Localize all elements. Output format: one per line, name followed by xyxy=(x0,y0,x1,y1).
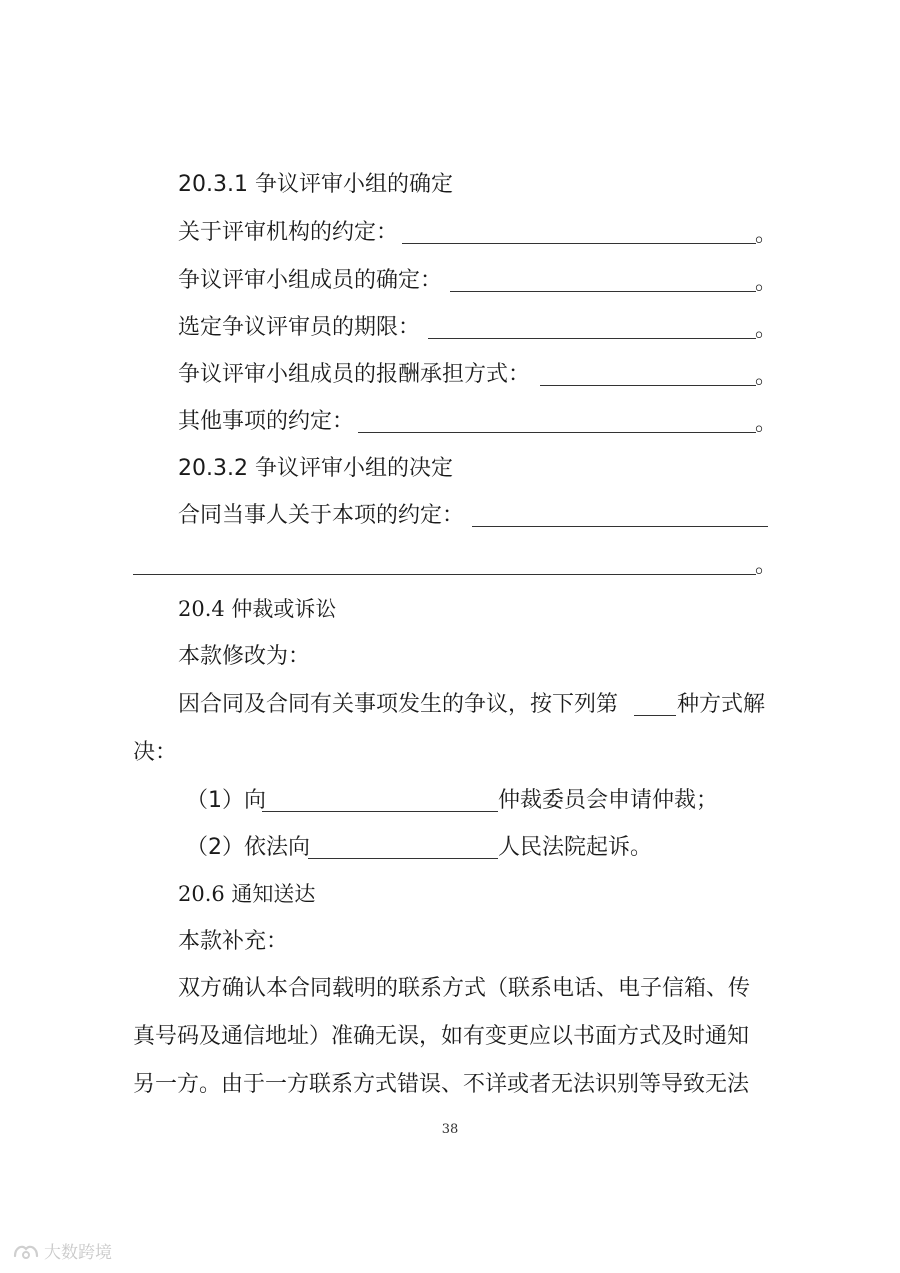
supplement-label: 本款补充： xyxy=(178,929,289,954)
parties-agreement-blank-2[interactable] xyxy=(133,574,756,575)
notice-paragraph-line-3: 另一方。由于一方联系方式错误、不详或者无法识别等导致无法 xyxy=(133,1072,750,1097)
dispute-resolution-continued: 决： xyxy=(133,740,178,765)
period: 。 xyxy=(755,411,778,436)
remuneration-label: 争议评审小组成员的报酬承担方式： xyxy=(178,362,531,387)
heading-20-3-1: 20.3.1 争议评审小组的确定 xyxy=(178,172,453,197)
period: 。 xyxy=(755,317,778,342)
heading-20-3-2: 20.3.2 争议评审小组的决定 xyxy=(178,456,453,481)
dispute-resolution-text: 因合同及合同有关事项发生的争议，按下列第 xyxy=(178,692,619,717)
watermark xyxy=(12,1238,112,1263)
parties-agreement-blank-1[interactable] xyxy=(472,526,768,527)
heading-20-6: 20.6 通知送达 xyxy=(178,882,316,906)
option-1-suffix: 仲裁委员会申请仲裁； xyxy=(498,788,719,813)
watermark-logo-icon xyxy=(12,1240,40,1262)
court-blank[interactable] xyxy=(308,858,498,859)
notice-paragraph-line-1: 双方确认本合同载明的联系方式（联系电话、电子信箱、传 xyxy=(178,976,751,1001)
remuneration-blank[interactable] xyxy=(540,385,756,386)
period: 。 xyxy=(755,270,778,295)
parties-agreement-label: 合同当事人关于本项的约定： xyxy=(178,503,465,528)
period: 。 xyxy=(755,553,778,578)
reviewing-body-agreement-label: 关于评审机构的约定： xyxy=(178,220,399,245)
heading-20-4: 20.4 仲裁或诉讼 xyxy=(178,597,337,621)
amended-label: 本款修改为： xyxy=(178,644,311,669)
option-2-prefix: （2）依法向 xyxy=(186,835,310,860)
period: 。 xyxy=(755,364,778,389)
page-number: 38 xyxy=(441,1122,459,1137)
option-2-suffix: 人民法院起诉。 xyxy=(498,835,653,860)
selection-deadline-label: 选定争议评审员的期限： xyxy=(178,315,421,340)
reviewing-body-agreement-blank[interactable] xyxy=(402,243,756,244)
dispute-resolution-text-end: 种方式解 xyxy=(677,692,766,717)
other-matters-blank[interactable] xyxy=(358,432,756,433)
option-1-prefix: （1）向 xyxy=(186,788,266,813)
period: 。 xyxy=(755,222,778,247)
selection-deadline-blank[interactable] xyxy=(428,338,756,339)
arbitration-commission-blank[interactable] xyxy=(262,811,498,812)
method-number-blank[interactable] xyxy=(634,715,676,716)
notice-paragraph-line-2: 真号码及通信地址）准确无误，如有变更应以书面方式及时通知 xyxy=(133,1024,750,1049)
watermark-text: 大数跨境 xyxy=(44,1243,112,1263)
panel-members-label: 争议评审小组成员的确定： xyxy=(178,268,443,293)
other-matters-label: 其他事项的约定： xyxy=(178,409,355,434)
panel-members-blank[interactable] xyxy=(450,291,756,292)
